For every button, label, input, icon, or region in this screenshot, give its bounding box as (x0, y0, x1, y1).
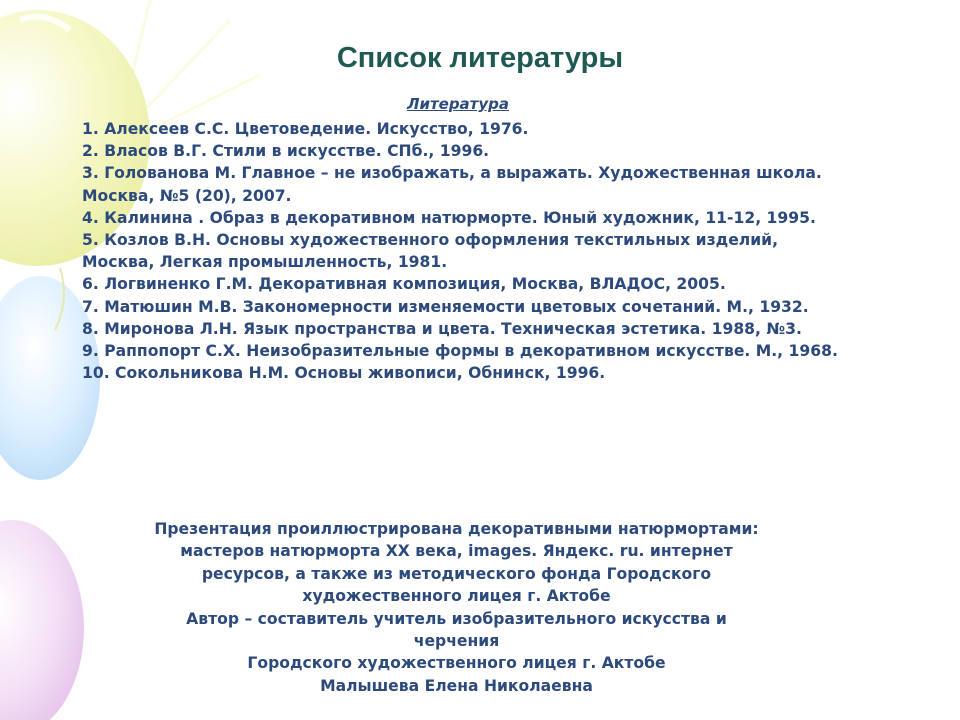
section-subtitle: Литература (406, 95, 510, 113)
author-name: Малышева Елена Николаевна (320, 676, 593, 695)
reference-list (82, 118, 842, 384)
pink-balloon (0, 520, 84, 720)
credits-line: ресурсов, а также из методического фонда Городского (201, 564, 712, 583)
reference-item: 6. Логвиненко Г.М. Декоративная композиция, Москва, ВЛАДОС, 2005. (82, 275, 726, 294)
credits-line: Презентация проиллюстрирована декоративными натюрмортами: (154, 520, 759, 538)
reference-item: 10. Сокольникова Н.М. Основы живописи, Обнинск, 1996. (82, 364, 606, 383)
reference-item: 5. Козлов В.Н. Основы художественного оформления текстильных изделий, Москва, Легкая промышленность, 1981. (82, 231, 779, 272)
reference-item: 4. Калинина . Образ в декоративном натюрморте. Юный художник, 11-12, 1995. (82, 208, 816, 227)
author-line: Автор – составитель учитель изобразительного искусства и (186, 609, 727, 628)
reference-item: 7. Матюшин М.В. Закономерности изменяемости цветовых сочетаний. М., 1932. (82, 297, 809, 316)
credits-line: художественного лицея г. Актобе (302, 587, 611, 606)
credits-line: мастеров натюрморта XX века, images. Яндекс. ru. интернет (180, 542, 733, 561)
credits-footer (80, 518, 833, 697)
author-line: Городского художественного лицея г. Актобе (247, 654, 666, 673)
reference-item: 8. Миронова Л.Н. Язык пространства и цвета. Техническая эстетика. 1988, №3. (82, 319, 802, 338)
reference-item: 9. Раппопорт С.Х. Неизобразительные формы в декоративном искусстве. М., 1968. (82, 342, 838, 361)
reference-item: 2. Власов В.Г. Стили в искусстве. СПб., 1996. (82, 142, 490, 161)
author-line: черчения (413, 632, 500, 651)
reference-item: 1. Алексеев С.С. Цветоведение. Искусство, 1976. (82, 120, 529, 138)
reference-item: 3. Голованова М. Главное – не изображать, а выражать. Художественная школа. Москва, №5 (20), 2007. (82, 164, 822, 205)
slide-title: Список литературы (336, 42, 624, 74)
